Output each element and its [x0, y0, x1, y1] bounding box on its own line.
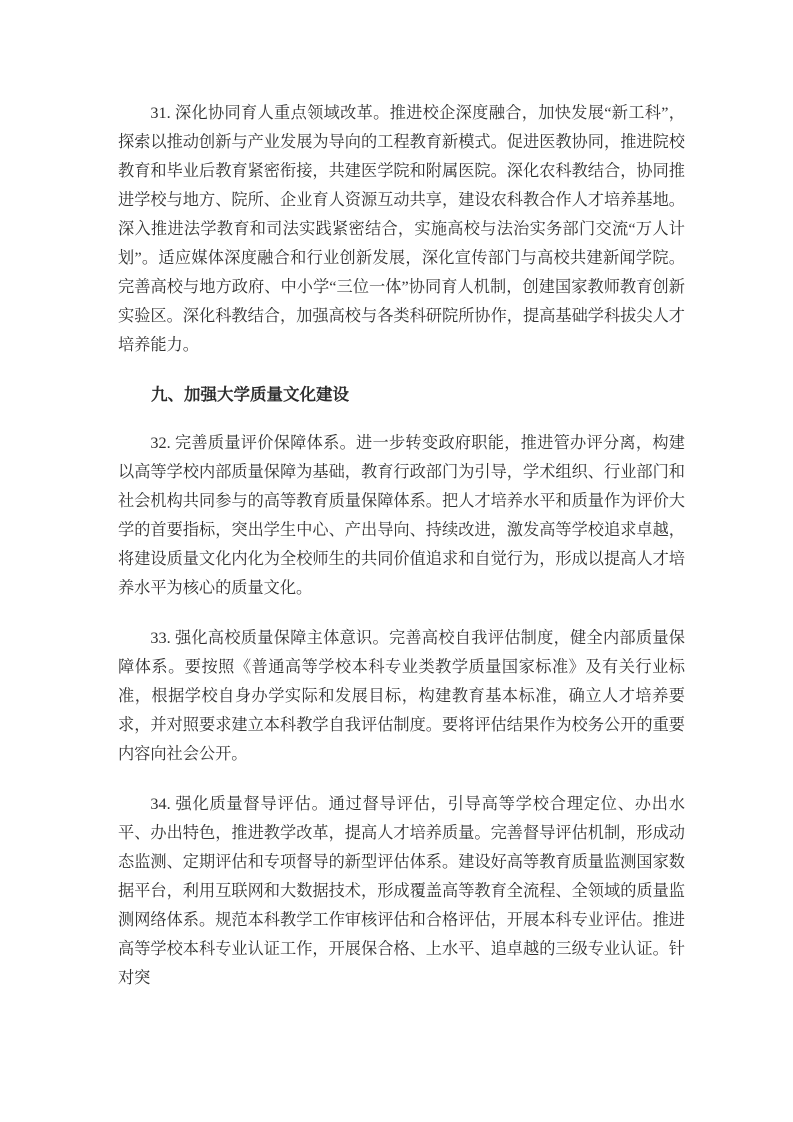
paragraph-31: 31. 深化协同育人重点领域改革。推进校企深度融合，加快发展“新工科”，探索以推动创新与产业发展为导向的工程教育新模式。促进医教协同，推进院校教育和毕业后教育紧密衔接，共建医学院和附属医院。深化农科教结合，协同推进学校与地方、院所、企业育人资源互动共享，建设农科教合作人才培养基地。深入推进法学教育和司法实践紧密结合，实施高校与法治实务部门交流“万人计划”。适应媒体深度融合和行业创新发展，深化宣传部门与高校共建新闻学院。完善高校与地方政府、中小学“三位一体”协同育人机制，创建国家教师教育创新实验区。深化科教结合，加强高校与各类科研院所协作，提高基础学科拔尖人才培养能力。: [118, 104, 685, 354]
document-content: [118, 99, 685, 1014]
paragraph-33: 33. 强化高校质量保障主体意识。完善高校自我评估制度，健全内部质量保障体系。要按照《普通高等学校本科专业类教学质量国家标准》及有关行业标准，根据学校自身办学实际和发展目标，构建教育基本标准，确立人才培养要求，并对照要求建立本科教学自我评估制度。要将评估结果作为校务公开的重要内容向社会公开。: [118, 629, 685, 763]
section-9-heading: 九、加强大学质量文化建设: [151, 386, 349, 404]
paragraph-32: 32. 完善质量评价保障体系。进一步转变政府职能，推进管办评分离，构建以高等学校内部质量保障为基础，教育行政部门为引导，学术组织、行业部门和社会机构共同参与的高等教育质量保障体系。把人才培养水平和质量作为评价大学的首要指标，突出学生中心、产出导向、持续改进，激发高等学校追求卓越，将建设质量文化内化为全校师生的共同价值追求和自觉行为，形成以提高人才培养水平为核心的质量文化。: [118, 434, 685, 597]
paragraph-34: 34. 强化质量督导评估。通过督导评估，引导高等学校合理定位、办出水平、办出特色，推进教学改革，提高人才培养质量。完善督导评估机制，形成动态监测、定期评估和专项督导的新型评估体系。建设好高等教育质量监测国家数据平台，利用互联网和大数据技术，形成覆盖高等教育全流程、全领域的质量监测网络体系。规范本科教学工作审核评估和合格评估，开展本科专业评估。推进高等学校本科专业认证工作，开展保合格、上水平、追卓越的三级专业认证。针对突: [118, 795, 685, 987]
